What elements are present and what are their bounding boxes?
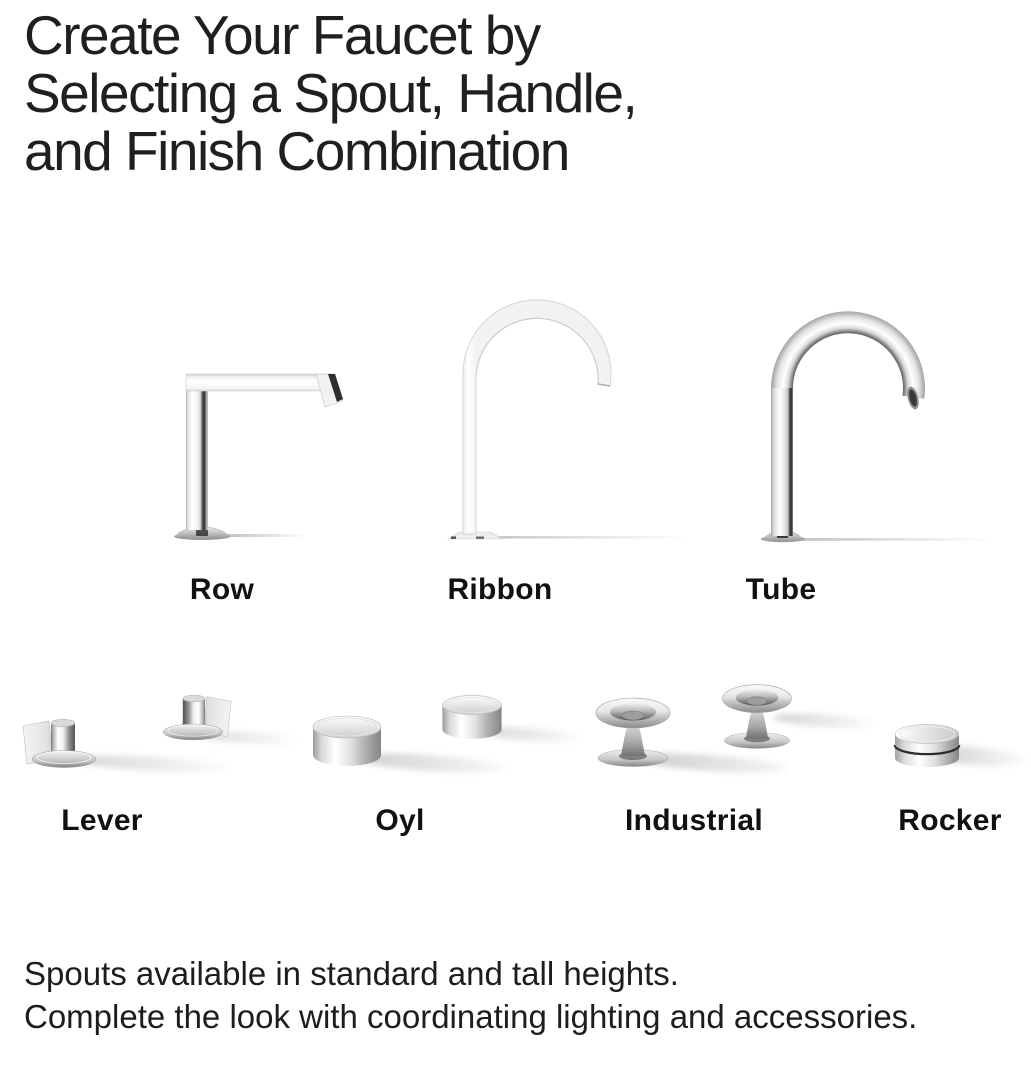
page-title: [24, 6, 636, 180]
tube-spout-image: [742, 302, 992, 550]
title-line-3: and Finish Combination: [24, 120, 569, 182]
title-line-2: Selecting a Spout, Handle,: [24, 62, 637, 124]
handle-label-lever: Lever: [61, 804, 143, 837]
oyl-handle-image: [295, 675, 585, 780]
spout-label-row: Row: [189, 573, 255, 606]
rocker-handle-image: [828, 688, 1031, 780]
handle-label-rocker: Rocker: [898, 804, 1002, 837]
footer-line-1: Spouts available in standard and tall heights.: [24, 955, 679, 992]
row-spout-image: [138, 366, 348, 548]
footer-note: [24, 952, 917, 1038]
footer-line-2: Complete the look with coordinating lighting and accessories.: [24, 998, 918, 1035]
lever-handle-image: [5, 672, 300, 780]
spout-label-tube: Tube: [745, 573, 817, 606]
ribbon-spout-image: [438, 294, 688, 550]
handle-label-industrial: Industrial: [624, 804, 763, 837]
title-line-1: Create Your Faucet by: [24, 4, 540, 66]
spout-label-ribbon: Ribbon: [447, 573, 553, 606]
handle-label-oyl: Oyl: [375, 804, 425, 837]
